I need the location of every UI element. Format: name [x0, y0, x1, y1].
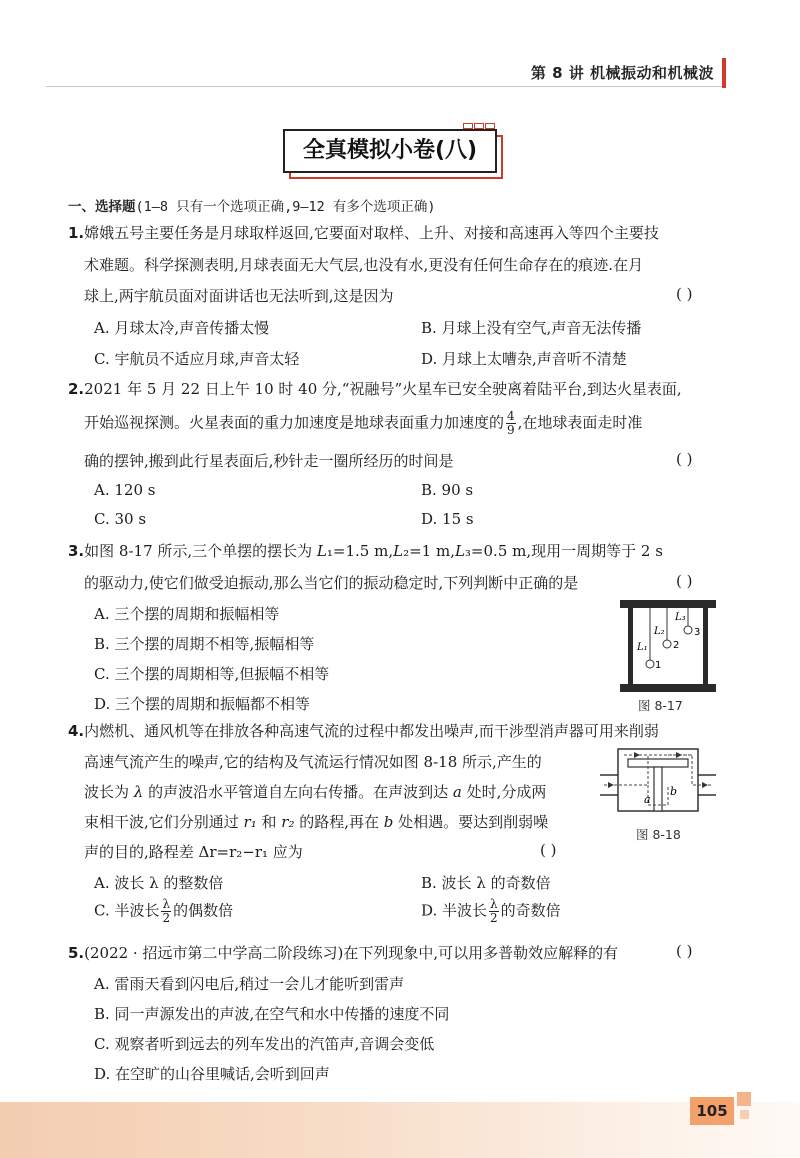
q2-text: 2021 年 5 月 22 日上午 10 时 40 分,“祝融号”火星车已安全驶离着陆平台,到达火星表面,: [84, 380, 682, 398]
fraction-numerator: λ: [162, 897, 171, 911]
q4-c-post: 的偶数倍: [173, 901, 234, 920]
baffle-top: [628, 759, 688, 767]
q4-d-pre: D. 半波长: [421, 901, 488, 920]
q1-option-b: B. 月球上没有空气,声音无法传播: [421, 319, 642, 337]
q2-text-b: ,在地球表面走时准: [517, 413, 643, 432]
header-rule: [46, 86, 722, 87]
var-a: a: [452, 783, 462, 801]
q4-text-4d: 处相遇。要达到削弱噪: [393, 813, 549, 831]
q1-answer-blank: ( ): [676, 285, 693, 303]
q4-line-2: 高速气流产生的噪声,它的结构及气流运行情况如图 8-18 所示,产生的: [84, 753, 542, 771]
page-number: 105: [690, 1097, 734, 1125]
var-lambda: λ: [133, 783, 144, 801]
q3-text-a: 如图 8-17 所示,三个单摆的摆长为: [84, 542, 317, 560]
q4-text-3c: 处时,分成两: [461, 783, 547, 801]
q1-line-1: [68, 222, 659, 243]
right-post: [703, 608, 708, 684]
q4-text-4a: 束相干波,它们分别通过: [84, 813, 244, 831]
q4-c-pre: C. 半波长: [94, 901, 160, 920]
q3-answer-blank: ( ): [676, 572, 693, 590]
var-b: b: [383, 813, 394, 831]
fraction-numerator: 4: [507, 409, 515, 423]
q4-d-fraction: [489, 898, 499, 925]
header-accent-bar: [722, 58, 726, 88]
q4-text: 内燃机、通风机等在排放各种高速气流的过程中都发出噪声,而干涉型消声器可用来削弱: [84, 722, 659, 740]
arrow-icon: [608, 782, 614, 788]
q5-option-a: A. 雷雨天看到闪电后,稍过一会儿才能听到雷声: [94, 975, 405, 993]
q1-option-c: C. 宇航员不适应月球,声音太轻: [94, 350, 300, 368]
base-beam: [620, 684, 716, 692]
pendulum-3-bob: [684, 626, 692, 634]
q2-option-a: A. 120 s: [94, 481, 156, 499]
q4-option-b: B. 波长 λ 的奇数倍: [421, 874, 551, 892]
label-a: a: [644, 793, 651, 806]
q3-option-c: C. 三个摆的周期相等,但振幅不相等: [94, 665, 330, 683]
q4-answer-blank: ( ): [540, 841, 557, 859]
q1-number: 1.: [68, 224, 85, 242]
q3-line-1: [68, 540, 663, 561]
q4-line-3: [84, 781, 546, 802]
q2-fraction: [506, 410, 516, 437]
label-1: 1: [655, 660, 662, 671]
q4-text-3a: 波长为: [84, 783, 134, 801]
q2-line-2: [84, 410, 642, 437]
baffle-stem: [654, 767, 662, 811]
q5-option-c: C. 观察者听到远去的列车发出的汽笛声,音调会变低: [94, 1035, 435, 1053]
q5-line-1: [68, 942, 618, 963]
pendulum-1-bob: [646, 660, 654, 668]
q2-line-1: [68, 378, 682, 399]
figure-8-17-caption: 图 8-17: [638, 698, 683, 713]
q4-option-a: A. 波长 λ 的整数倍: [94, 874, 224, 892]
q5-option-b: B. 同一声源发出的声波,在空气和水中传播的速度不同: [94, 1005, 450, 1023]
section-heading: [68, 195, 436, 215]
q3-line-2: 的驱动力,使它们做受迫振动,那么当它们的振动稳定时,下列判断中正确的是: [84, 574, 579, 592]
q1-option-d: D. 月球上太嘈杂,声音听不清楚: [421, 350, 627, 368]
label-L1: L₁: [637, 642, 648, 653]
q3-text-d: ₃=0.5 m,现用一周期等于 2 s: [464, 542, 663, 560]
paper-title: 全真模拟小卷(八): [302, 138, 478, 163]
fraction-denominator: 9: [507, 423, 515, 437]
footer-deco-square: [740, 1110, 749, 1119]
pendulum-2-bob: [663, 640, 671, 648]
arrow-icon: [676, 752, 682, 758]
q4-line-1: [68, 720, 659, 741]
var-r2: r₂: [281, 813, 295, 831]
top-beam: [620, 600, 716, 608]
q4-option-d: [421, 898, 561, 925]
left-post: [628, 608, 633, 684]
footer-deco-square: [737, 1092, 751, 1106]
var-L: L: [316, 542, 327, 560]
label-2: 2: [673, 640, 680, 651]
label-L2: L₂: [654, 626, 665, 637]
paper-title-box: [283, 129, 497, 173]
q2-text-a: 开始巡视探测。火星表面的重力加速度是地球表面重力加速度的: [84, 413, 505, 432]
q2-option-d: D. 15 s: [421, 510, 474, 528]
q4-line-4: [84, 811, 548, 832]
figure-8-17-pendulums: [618, 598, 718, 694]
figure-8-18-caption: 图 8-18: [636, 827, 681, 842]
arrow-icon: [634, 752, 640, 758]
q4-line-5: 声的目的,路程差 Δr=r₂−r₁ 应为: [84, 843, 303, 861]
var-L: L: [454, 542, 465, 560]
figure-8-18-silencer: [600, 745, 716, 819]
q2-line-3: 确的摆钟,搬到此行星表面后,秒针走一圈所经历的时间是: [84, 452, 454, 470]
section-title: 一、选择题: [68, 199, 136, 215]
chapter-title: 第 8 讲 机械振动和机械波: [530, 64, 714, 82]
q2-option-c: C. 30 s: [94, 510, 147, 528]
q3-number: 3.: [68, 542, 85, 560]
q4-text-4b: 和: [256, 813, 282, 831]
arrow-icon: [702, 782, 708, 788]
section-note: (1—8 只有一个选项正确,9—12 有多个选项正确): [135, 199, 436, 215]
q5-option-d: D. 在空旷的山谷里喊话,会听到回声: [94, 1065, 330, 1083]
q4-d-post: 的奇数倍: [500, 901, 561, 920]
label-b: b: [670, 785, 678, 798]
q3-text-b: ₁=1.5 m,: [326, 542, 394, 560]
q2-option-b: B. 90 s: [421, 481, 474, 499]
label-3: 3: [694, 627, 701, 638]
q2-number: 2.: [68, 380, 85, 398]
fraction-denominator: 2: [490, 911, 498, 925]
q1-line-3: 球上,两宇航员面对面讲话也无法听到,这是因为: [84, 287, 394, 305]
q1-line-2: 术难题。科学探测表明,月球表面无大气层,也没有水,更没有任何生命存在的痕迹.在月: [84, 256, 644, 274]
q5-number: 5.: [68, 944, 85, 962]
q4-option-c: [94, 898, 233, 925]
footer-band: [0, 1102, 800, 1158]
q5-text: (2022 · 招远市第二中学高二阶段练习)在下列现象中,可以用多普勒效应解释的有: [84, 944, 619, 962]
label-L3: L₃: [675, 612, 686, 623]
var-L: L: [393, 542, 404, 560]
q4-text-3b: 的声波沿水平管道自左向右传播。在声波到达: [143, 783, 453, 801]
q4-c-fraction: [161, 898, 171, 925]
q4-text-4c: 的路程,再在: [294, 813, 384, 831]
var-r1: r₁: [243, 813, 257, 831]
q3-option-a: A. 三个摆的周期和振幅相等: [94, 605, 280, 623]
fraction-denominator: 2: [162, 911, 171, 925]
q1-text: 嫦娥五号主要任务是月球取样返回,它要面对取样、上升、对接和高速再入等四个主要技: [84, 224, 659, 242]
fraction-numerator: λ: [490, 897, 498, 911]
q4-number: 4.: [68, 722, 85, 740]
q2-answer-blank: ( ): [676, 450, 693, 468]
q3-option-b: B. 三个摆的周期不相等,振幅相等: [94, 635, 315, 653]
q3-text-c: ₂=1 m,: [403, 542, 455, 560]
q1-option-a: A. 月球太冷,声音传播太慢: [94, 319, 270, 337]
q3-option-d: D. 三个摆的周期和振幅都不相等: [94, 695, 311, 713]
q5-answer-blank: ( ): [676, 942, 693, 960]
